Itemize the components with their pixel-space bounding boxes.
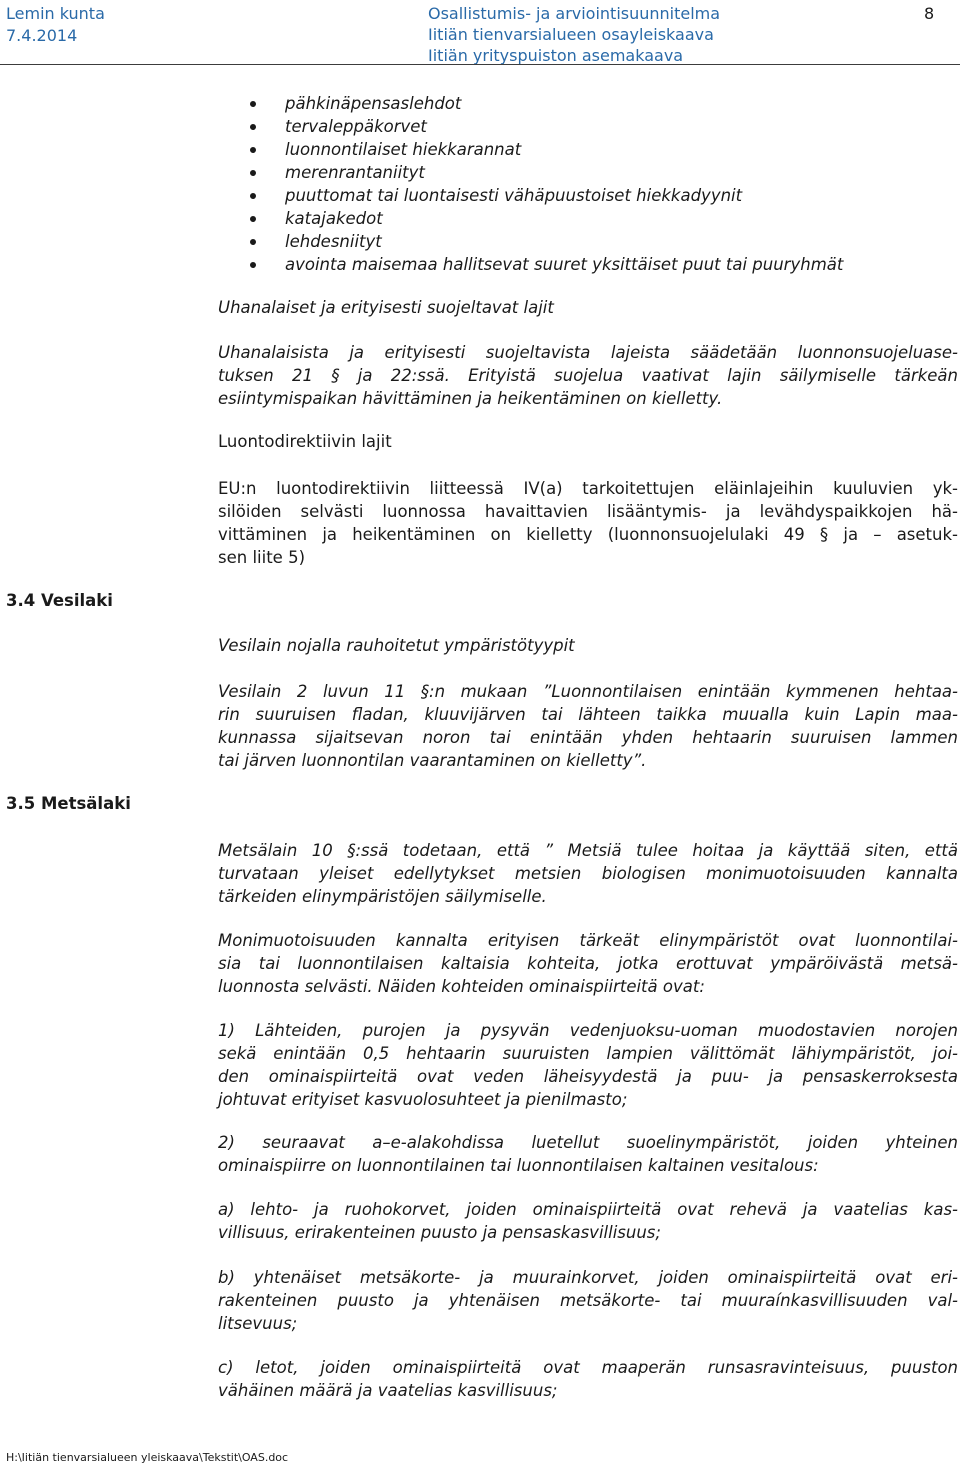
- paragraph-line: kunnassa sijaitsevan noron tai enintään yhden hehtaarin suuruisen lammen: [218, 728, 958, 747]
- list-item: avointa maisemaa hallitsevat suuret yksittäiset puut tai puuryhmät: [250, 253, 843, 276]
- paragraph-line: Monimuotoisuuden kannalta erityisen tärkeät elinympäristöt ovat luonnontilai-: [218, 931, 958, 950]
- list-item: pähkinäpensaslehdot: [250, 92, 843, 115]
- metsalaki-paragraph-2: [218, 929, 958, 998]
- list-item: lehdesniityt: [250, 230, 843, 253]
- paragraph-line: ominaispiirre on luonnontilainen tai luonnontilaisen kaltainen vesitalous:: [218, 1156, 819, 1175]
- uhanalaiset-paragraph: [218, 341, 958, 410]
- paragraph-line: c) letot, joiden ominaispiirteitä ovat maaperän runsasravinteisuus, puuston: [218, 1358, 958, 1377]
- paragraph-line: b) yhtenäiset metsäkorte- ja muurainkorvet, joiden ominaispiirteitä ovat eri-: [218, 1268, 958, 1287]
- paragraph-line: esiintymispaikan hävittäminen ja heikentäminen on kielletty.: [218, 389, 723, 408]
- paragraph-line: litsevuus;: [218, 1314, 298, 1333]
- section-heading-vesilaki: 3.4 Vesilaki: [6, 591, 113, 610]
- metsalaki-item-1: [218, 1019, 958, 1111]
- habitat-bullet-list: [250, 92, 843, 276]
- list-item: tervaleppäkorvet: [250, 115, 843, 138]
- luontodirektiivi-heading: Luontodirektiivin lajit: [218, 432, 392, 451]
- header-subtitle-2: Iitiän yrityspuiston asemakaava: [428, 46, 684, 65]
- paragraph-line: vähäinen määrä ja vaatelias kasvillisuus;: [218, 1381, 558, 1400]
- paragraph-line: tuksen 21 § ja 22:ssä. Erityistä suojelua vaativat lajin säilymiselle tärkeän: [218, 366, 958, 385]
- paragraph-line: johtuvat erityiset kasvuolosuhteet ja pienilmasto;: [218, 1090, 628, 1109]
- header-author: Lemin kunta: [6, 4, 105, 23]
- section-heading-metsalaki: 3.5 Metsälaki: [6, 794, 131, 813]
- paragraph-line: luonnosta selvästi. Näiden kohteiden ominaispiirteitä ovat:: [218, 977, 705, 996]
- paragraph-line: sia tai luonnontilaisen kaltaisia kohteita, jotka erottuvat ympäröivästä metsä-: [218, 954, 958, 973]
- vesilaki-subheading: Vesilain nojalla rauhoitetut ympäristötyypit: [218, 636, 575, 655]
- metsalaki-item-a: [218, 1198, 958, 1244]
- paragraph-line: rakenteinen puusto ja yhtenäisen metsäkorte- tai muuraínkasvillisuuden val-: [218, 1291, 958, 1310]
- paragraph-line: silöiden selvästi luonnossa havaittavien lisääntymis- ja levähdyspaikkojen hä-: [218, 502, 958, 521]
- paragraph-line: den ominaispiirteitä ovat veden läheisyydestä ja puu- ja pensaskerroksesta: [218, 1067, 958, 1086]
- paragraph-line: Vesilain 2 luvun 11 §:n mukaan ”Luonnontilaisen enintään kymmenen hehtaa-: [218, 682, 958, 701]
- paragraph-line: 1) Lähteiden, purojen ja pysyvän vedenjuoksu-uoman muodostavien norojen: [218, 1021, 958, 1040]
- metsalaki-item-b: [218, 1266, 958, 1335]
- footer-file-path: H:\Iitiän tienvarsialueen yleiskaava\Tekstit\OAS.doc: [6, 1451, 289, 1464]
- header-divider: [0, 64, 960, 65]
- list-item: puuttomat tai luontaisesti vähäpuustoiset hiekkadyynit: [250, 184, 843, 207]
- luontodirektiivi-paragraph: [218, 477, 958, 569]
- paragraph-line: Metsälain 10 §:ssä todetaan, että ” Metsiä tulee hoitaa ja käyttää siten, että: [218, 841, 958, 860]
- paragraph-line: vittäminen ja heikentäminen on kielletty (luonnonsuojelulaki 49 § ja – asetuk-: [218, 525, 958, 544]
- paragraph-line: tai järven luonnontilan vaarantaminen on kielletty”.: [218, 751, 647, 770]
- header-left: [6, 3, 105, 47]
- metsalaki-item-2: [218, 1131, 958, 1177]
- paragraph-line: tärkeiden elinympäristöjen säilymiselle.: [218, 887, 547, 906]
- paragraph-line: turvataan yleiset edellytykset metsien biologisen monimuotoisuuden kannalta: [218, 864, 958, 883]
- header-title: Osallistumis- ja arviointisuunnitelma: [428, 4, 721, 23]
- paragraph-line: EU:n luontodirektiivin liitteessä IV(a) tarkoitettujen eläinlajeihin kuuluvien yk-: [218, 479, 958, 498]
- paragraph-line: Uhanalaisista ja erityisesti suojeltavista lajeista säädetään luonnonsuojeluase-: [218, 343, 958, 362]
- page-number: 8: [924, 4, 935, 23]
- uhanalaiset-heading: Uhanalaiset ja erityisesti suojeltavat lajit: [218, 298, 554, 317]
- paragraph-line: 2) seuraavat a–e-alakohdissa luetellut suoelinympäristöt, joiden yhteinen: [218, 1133, 958, 1152]
- header-date: 7.4.2014: [6, 26, 78, 45]
- paragraph-line: villisuus, erirakenteinen puusto ja pensaskasvillisuus;: [218, 1223, 661, 1242]
- paragraph-line: sekä enintään 0,5 hehtaarin suuruisten lampien välittömät lähiympäristöt, joi-: [218, 1044, 958, 1063]
- header-document-title: [428, 3, 720, 66]
- header-subtitle-1: Iitiän tienvarsialueen osayleiskaava: [428, 25, 714, 44]
- paragraph-line: rin suuruisen fladan, kluuvijärven tai lähteen taikka muualla kuin Lapin maa-: [218, 705, 958, 724]
- metsalaki-item-c: [218, 1356, 958, 1402]
- list-item: katajakedot: [250, 207, 843, 230]
- list-item: luonnontilaiset hiekkarannat: [250, 138, 843, 161]
- list-item: merenrantaniityt: [250, 161, 843, 184]
- paragraph-line: a) lehto- ja ruohokorvet, joiden ominaispiirteitä ovat rehevä ja vaatelias kas-: [218, 1200, 958, 1219]
- paragraph-line: sen liite 5): [218, 548, 306, 567]
- metsalaki-paragraph-1: [218, 839, 958, 908]
- vesilaki-paragraph: [218, 680, 958, 772]
